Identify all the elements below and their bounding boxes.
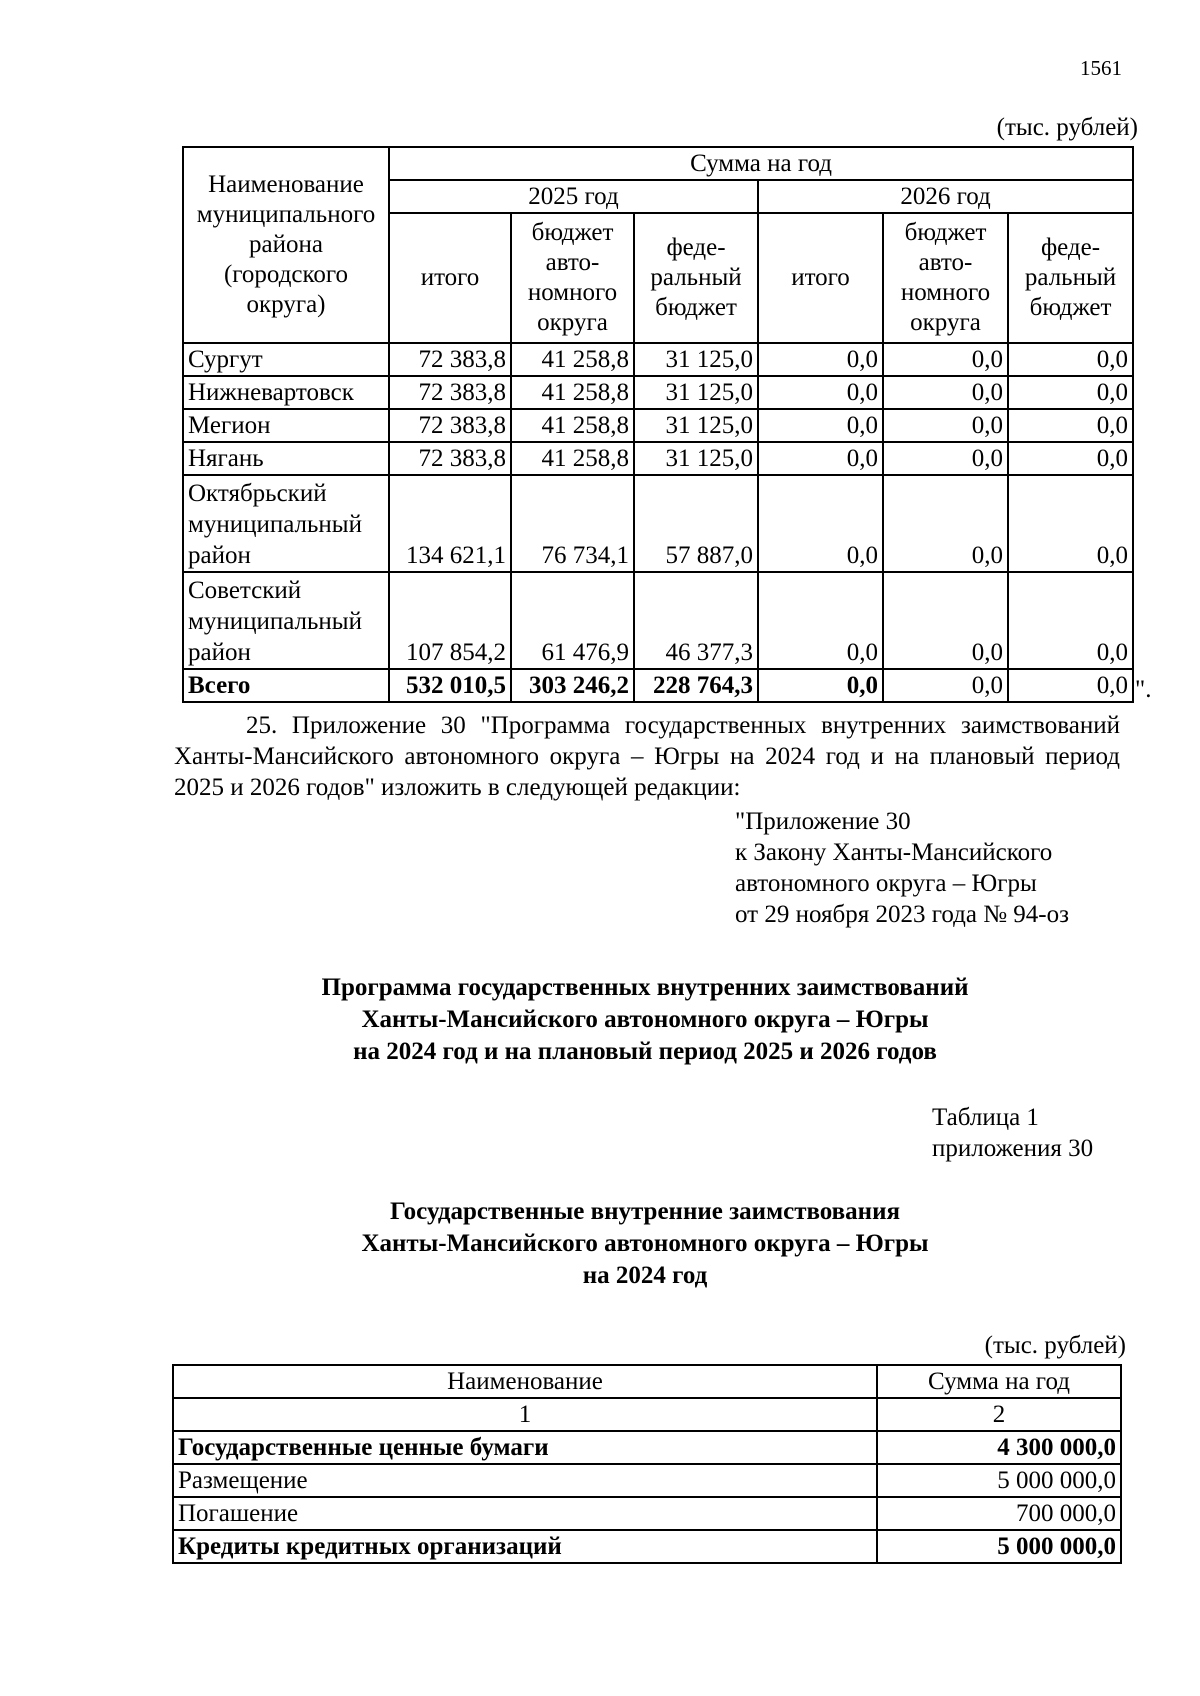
header-year-2025: 2025 год: [389, 180, 758, 213]
paragraph-25: 25. Приложение 30 "Программа государственных внутренних заимствований Ханты-Мансийского автономного округа – Югры на 2024 год и на плановый период 2025 и 2026 годов" изложить в следующей редакции:: [174, 712, 1120, 801]
table2: [172, 1364, 1122, 1564]
row-name: Сургут: [183, 343, 389, 376]
table2-units: (тыс. рублей): [984, 1332, 1126, 1359]
cell-value: 31 125,0: [634, 409, 758, 442]
cell-value: 0,0: [758, 376, 883, 409]
cell-value: 41 258,8: [511, 442, 634, 475]
table-label: [932, 1102, 1093, 1164]
cell-value: 31 125,0: [634, 442, 758, 475]
column-number: 1: [173, 1398, 877, 1431]
header-sum: Сумма на год: [389, 147, 1133, 180]
title-line: на 2024 год и на плановый период 2025 и 2026 годов: [353, 1038, 937, 1065]
title-line: Ханты-Мансийского автономного округа – Югры: [361, 1006, 929, 1033]
appendix-line: к Закону Ханты-Мансийского: [735, 839, 1053, 866]
title-line: Государственные внутренние заимствования: [389, 1198, 901, 1225]
cell-value: 0,0: [758, 475, 883, 572]
cell-value: 31 125,0: [634, 376, 758, 409]
cell-value: 303 246,2: [511, 669, 634, 702]
table-row: [183, 409, 1133, 442]
row-name: Мегион: [183, 409, 389, 442]
title-line: Ханты-Мансийского автономного округа – Югры: [361, 1230, 929, 1257]
row-name: Нягань: [183, 442, 389, 475]
cell-value: 0,0: [758, 442, 883, 475]
page-number: 1561: [1080, 56, 1122, 80]
appendix-line: от 29 ноября 2023 года № 94-оз: [735, 901, 1069, 928]
row-name: Нижневартовск: [183, 376, 389, 409]
row-value: 700 000,0: [877, 1497, 1121, 1530]
table-row: [183, 475, 1133, 572]
row-name: Кредиты кредитных организаций: [173, 1530, 877, 1563]
table-row: [183, 343, 1133, 376]
title-line: на 2024 год: [582, 1262, 708, 1289]
table-row: [173, 1431, 1121, 1464]
cell-value: 0,0: [1008, 442, 1133, 475]
table2-title: [150, 1196, 1140, 1292]
title-line: Программа государственных внутренних заимствований: [321, 974, 969, 1001]
cell-value: 0,0: [1008, 572, 1133, 669]
cell-value: 72 383,8: [389, 442, 511, 475]
table-row: [183, 442, 1133, 475]
header-federal-budget: феде-ральный бюджет: [1008, 213, 1133, 343]
cell-value: 31 125,0: [634, 343, 758, 376]
row-name: Погашение: [173, 1497, 877, 1530]
cell-value: 46 377,3: [634, 572, 758, 669]
cell-value: 228 764,3: [634, 669, 758, 702]
cell-value: 41 258,8: [511, 376, 634, 409]
row-name: Октябрьский муниципальный район: [183, 475, 389, 572]
cell-value: 72 383,8: [389, 409, 511, 442]
cell-value: 0,0: [883, 669, 1008, 702]
cell-value: 0,0: [758, 409, 883, 442]
table-label-line: Таблица 1: [932, 1104, 1039, 1131]
header-district-budget: бюджет авто-номного округа: [511, 213, 634, 343]
cell-value: 61 476,9: [511, 572, 634, 669]
appendix-line: "Приложение 30: [735, 808, 911, 835]
table-row-total: [183, 669, 1133, 702]
program-title: [150, 972, 1140, 1068]
cell-value: 0,0: [883, 442, 1008, 475]
cell-value: 107 854,2: [389, 572, 511, 669]
cell-value: 0,0: [1008, 376, 1133, 409]
cell-value: 57 887,0: [634, 475, 758, 572]
cell-value: 0,0: [1008, 409, 1133, 442]
header-sum: Сумма на год: [877, 1365, 1121, 1398]
header-district-budget: бюджет авто-номного округа: [883, 213, 1008, 343]
cell-value: 0,0: [883, 572, 1008, 669]
appendix-line: автономного округа – Югры: [735, 870, 1037, 897]
table1-units: (тыс. рублей): [996, 114, 1138, 141]
closing-quote: ".: [1135, 676, 1152, 703]
row-name: Советский муниципальный район: [183, 572, 389, 669]
header-name: Наименование муниципального района (городского округа): [183, 147, 389, 343]
table-row: [183, 376, 1133, 409]
cell-value: 134 621,1: [389, 475, 511, 572]
appendix-reference: [735, 806, 1069, 930]
cell-value: 0,0: [758, 669, 883, 702]
header-year-2026: 2026 год: [758, 180, 1133, 213]
table-row: [173, 1530, 1121, 1563]
cell-value: 0,0: [758, 572, 883, 669]
cell-value: 532 010,5: [389, 669, 511, 702]
header-name: Наименование: [173, 1365, 877, 1398]
cell-value: 72 383,8: [389, 376, 511, 409]
cell-value: 0,0: [758, 343, 883, 376]
table-label-line: приложения 30: [932, 1135, 1094, 1162]
row-value: 5 000 000,0: [877, 1464, 1121, 1497]
table-row: [173, 1497, 1121, 1530]
column-number: 2: [877, 1398, 1121, 1431]
header-total: итого: [758, 213, 883, 343]
row-name: Размещение: [173, 1464, 877, 1497]
row-value: 4 300 000,0: [877, 1431, 1121, 1464]
cell-value: 0,0: [883, 475, 1008, 572]
table-row: [183, 572, 1133, 669]
cell-value: 0,0: [1008, 343, 1133, 376]
row-name: Всего: [183, 669, 389, 702]
cell-value: 72 383,8: [389, 343, 511, 376]
cell-value: 76 734,1: [511, 475, 634, 572]
row-name: Государственные ценные бумаги: [173, 1431, 877, 1464]
table-row: [173, 1464, 1121, 1497]
cell-value: 41 258,8: [511, 409, 634, 442]
cell-value: 0,0: [883, 343, 1008, 376]
cell-value: 0,0: [883, 376, 1008, 409]
header-federal-budget: феде-ральный бюджет: [634, 213, 758, 343]
cell-value: 41 258,8: [511, 343, 634, 376]
header-total: итого: [389, 213, 511, 343]
cell-value: 0,0: [1008, 669, 1133, 702]
row-value: 5 000 000,0: [877, 1530, 1121, 1563]
table1: [182, 146, 1134, 703]
cell-value: 0,0: [883, 409, 1008, 442]
cell-value: 0,0: [1008, 475, 1133, 572]
